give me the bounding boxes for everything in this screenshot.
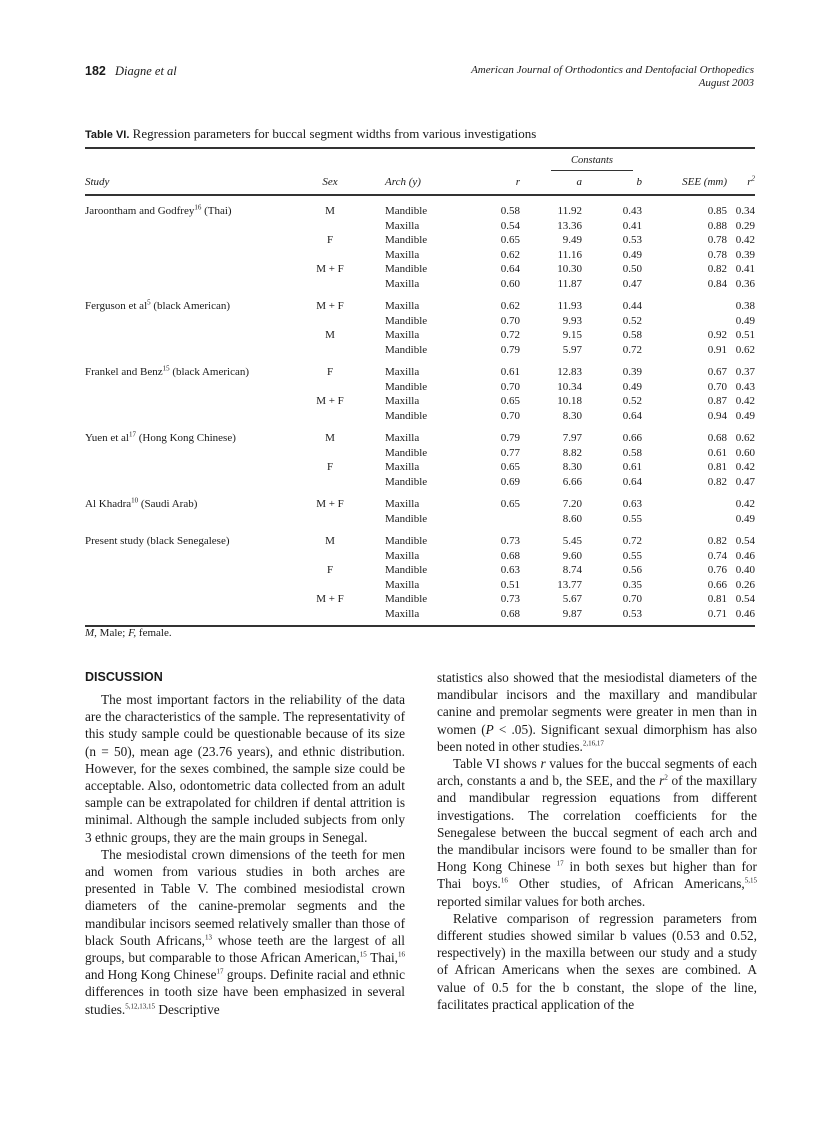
a-cell: 8.30 [562, 409, 582, 422]
table-row [85, 343, 755, 358]
r-squared-cell: 0.42 [735, 234, 755, 246]
arch-cell: Mandible [385, 263, 428, 275]
running-authors: Diagne et al [114, 64, 177, 78]
b-cell: 0.35 [622, 578, 642, 591]
sex-cell [295, 314, 365, 329]
table-row [85, 578, 755, 593]
study-name-cell [85, 563, 295, 578]
b-cell: 0.72 [622, 535, 642, 547]
r-cell: 0.62 [500, 300, 520, 312]
col-header-r-squared: $r^2$ [747, 174, 755, 189]
arch-cell: Maxilla [385, 607, 420, 620]
sex-cell [295, 512, 365, 527]
table-body [85, 196, 755, 621]
sex-cell: M + F [316, 498, 344, 510]
sex-cell: F [326, 461, 334, 473]
study-name-cell [85, 314, 295, 329]
arch-cell: Maxilla [385, 498, 420, 510]
b-cell: 0.58 [622, 446, 642, 459]
study-name-cell [85, 446, 295, 461]
table-row [85, 534, 755, 549]
b-cell: 0.72 [622, 343, 642, 356]
r-cell [480, 512, 520, 527]
sex-cell [295, 446, 365, 461]
see-cell: 0.87 [707, 395, 727, 407]
sex-cell [295, 343, 365, 358]
arch-cell: Maxilla [385, 219, 420, 232]
a-cell: 8.60 [562, 512, 582, 525]
study-name-cell: Jaroontham and Godfrey$^{16}$ (Thai) [85, 203, 232, 217]
b-cell: 0.47 [622, 277, 642, 290]
r-cell: 0.51 [500, 578, 520, 591]
table-row [85, 219, 755, 234]
table-row [85, 380, 755, 395]
r-squared-cell: 0.39 [735, 248, 755, 261]
row-spacer [85, 423, 755, 431]
r-cell: 0.79 [500, 432, 520, 444]
a-cell: 13.77 [557, 578, 582, 591]
arch-cell: Mandible [385, 446, 428, 459]
study-name-cell [85, 549, 295, 564]
r-squared-cell: 0.36 [735, 277, 755, 290]
sex-cell [295, 409, 365, 424]
see-cell: 0.78 [707, 234, 727, 246]
a-cell: 12.83 [557, 366, 582, 378]
see-cell: 0.82 [707, 475, 727, 488]
study-name-cell [85, 380, 295, 395]
see-cell: 0.68 [707, 432, 727, 444]
a-cell: 9.60 [562, 549, 582, 562]
r-cell: 0.65 [500, 395, 520, 407]
study-name-cell [85, 607, 295, 622]
arch-cell: Mandible [385, 512, 428, 525]
a-cell: 8.74 [562, 564, 582, 576]
r-squared-cell: 0.47 [735, 475, 755, 488]
a-cell: 5.67 [562, 593, 582, 605]
sex-cell: F [326, 564, 334, 576]
sex-cell [295, 578, 365, 593]
a-cell: 11.87 [557, 277, 582, 290]
see-cell: 0.84 [707, 277, 727, 290]
b-cell: 0.64 [622, 475, 642, 488]
r-cell: 0.58 [500, 205, 520, 217]
arch-cell: Mandible [385, 314, 428, 327]
see-cell: 0.81 [707, 461, 727, 473]
see-cell: 0.66 [707, 578, 727, 591]
citation-ref: 17 [556, 859, 564, 868]
sex-cell: F [326, 234, 334, 246]
table-row [85, 409, 755, 424]
arch-cell: Mandible [385, 593, 428, 605]
paragraph: Table VI shows r values for the buccal segments of each arch, constants a and b, the SEE, and the $r^2$ of the maxillary and mandibular regression equations from different investigations. The correlation coefficients for the Senegalese between the buccal segment of each arch and the mandibular incisors were found to be smaller than for Hong Kong Chinese $^{17}$ in both sexes but higher than for Thai boys.$^{16}$ Other studies, of African Americans,$^{5,15}$ reported similar values for both arches. [437, 756, 757, 909]
col-header-arch: Arch (y) [385, 176, 421, 189]
table-row [85, 328, 755, 343]
arch-cell: Mandible [385, 475, 428, 488]
see-cell: 0.92 [707, 329, 727, 341]
b-cell: 0.55 [622, 512, 642, 525]
citation-ref: 15 [359, 950, 367, 959]
a-cell: 9.87 [562, 607, 582, 620]
sex-cell: M + F [316, 300, 344, 312]
arch-cell: Maxilla [385, 300, 420, 312]
arch-cell: Mandible [385, 343, 428, 356]
a-cell: 9.15 [562, 329, 582, 341]
citation-ref: 16 [500, 877, 508, 886]
a-cell: 11.93 [557, 300, 582, 312]
a-cell: 13.36 [557, 219, 582, 232]
table-row [85, 314, 755, 329]
citation-ref: 16 [398, 950, 405, 959]
b-cell: 0.63 [622, 498, 642, 510]
sex-cell: M + F [316, 263, 344, 275]
sex-cell [295, 549, 365, 564]
journal-name: American Journal of Orthodontics and Dentofacial Orthopedics [471, 64, 754, 76]
row-spacer [85, 526, 755, 534]
section-heading-discussion: DISCUSSION [85, 670, 163, 684]
citation-ref: 2,16,17 [582, 739, 604, 748]
paragraph: The most important factors in the reliability of the data are the characteristics of the sample. The representativity of this study sample could be questionable because of its size (n = 50), mean age (23.76 years), and ethnic distribution. However, for the sexes combined, the sample size could be acceptable. Also, odontometric data collected from an adult sample can be extrapolated for children if dental attrition is minimal. Although the sample included subjects from only 3 ethnic groups, they are the main groups in Senegal. [85, 692, 405, 845]
arch-cell: Maxilla [385, 277, 420, 290]
table-row [85, 607, 755, 622]
r-cell: 0.69 [500, 475, 520, 488]
col-header-see: SEE (mm) [682, 176, 727, 189]
table-caption-text: Regression parameters for buccal segment widths from various investigations [132, 126, 537, 141]
study-name-cell [85, 460, 295, 475]
citation-ref: 5 [147, 298, 151, 307]
r-cell: 0.61 [500, 366, 520, 378]
r-squared-cell: 0.51 [735, 329, 755, 341]
r-cell: 0.68 [500, 607, 520, 620]
study-name-cell [85, 578, 295, 593]
r-squared-cell: 0.43 [735, 380, 755, 393]
study-name-cell: Al Khadra$^{10}$ (Saudi Arab) [85, 496, 198, 510]
b-cell: 0.39 [622, 366, 642, 378]
a-cell: 10.34 [557, 380, 582, 393]
study-name-cell [85, 277, 295, 292]
sex-cell [295, 277, 365, 292]
arch-cell: Mandible [385, 234, 428, 246]
left-paragraphs [85, 691, 405, 1018]
r-squared-cell: 0.37 [735, 366, 755, 378]
b-cell: 0.50 [622, 263, 642, 275]
b-cell: 0.64 [622, 409, 642, 422]
regression-parameters-table [85, 149, 755, 621]
r-squared-cell: 0.54 [735, 593, 755, 605]
arch-cell: Mandible [385, 409, 428, 422]
table-row [85, 563, 755, 578]
table-row [85, 277, 755, 292]
a-cell: 7.20 [562, 498, 582, 510]
a-cell: 11.92 [557, 205, 582, 217]
r-cell: 0.65 [500, 234, 520, 246]
table-label: Table VI. [85, 129, 130, 141]
a-cell: 9.49 [562, 234, 582, 246]
right-paragraphs [437, 669, 757, 1013]
see-cell: 0.81 [707, 593, 727, 605]
a-cell: 10.30 [557, 263, 582, 275]
table-row [85, 262, 755, 277]
sex-cell [295, 248, 365, 263]
sex-cell: F [326, 366, 334, 378]
r-squared-cell: 0.34 [735, 205, 755, 217]
r-squared-cell: 0.38 [735, 300, 755, 312]
row-spacer [85, 196, 755, 204]
b-cell: 0.66 [622, 432, 642, 444]
sex-cell [295, 380, 365, 395]
sex-cell [295, 607, 365, 622]
r-squared-cell: 0.26 [735, 578, 755, 591]
r-squared-cell: 0.42 [735, 395, 755, 407]
arch-cell: Maxilla [385, 248, 420, 261]
r-cell: 0.79 [500, 343, 520, 356]
col-header-r: r [515, 176, 520, 189]
r-cell: 0.62 [500, 248, 520, 261]
see-cell: 0.94 [707, 409, 727, 422]
b-cell: 0.61 [622, 461, 642, 473]
citation-ref: 15 [162, 364, 170, 373]
paragraph: statistics also showed that the mesiodistal diameters of the mandibular incisors and the maxillary and mandibular canine and premolar segments were greater in men than in women (P < .05). Significant sexual dimorphism has also been noted in other studies.$^{2,16,17}$ [437, 670, 758, 754]
see-cell: 0.82 [707, 535, 727, 547]
see-cell [642, 497, 727, 512]
sex-cell: M [325, 535, 335, 547]
sex-cell [295, 475, 365, 490]
r-cell: 0.73 [500, 593, 520, 605]
study-name-cell: Ferguson et $al^5$ (black American) [85, 298, 231, 312]
r-cell: 0.65 [500, 461, 520, 473]
row-spacer [85, 489, 755, 497]
r-squared-cell: 0.29 [735, 219, 755, 232]
study-name-cell [85, 512, 295, 527]
r-cell: 0.73 [500, 535, 520, 547]
citation-ref: 16 [194, 203, 202, 212]
table-row [85, 512, 755, 527]
arch-cell: Mandible [385, 564, 428, 576]
r-squared-cell: 0.62 [735, 343, 755, 356]
table-row [85, 460, 755, 475]
arch-cell: Maxilla [385, 461, 420, 473]
table-row [85, 497, 755, 512]
table-row [85, 549, 755, 564]
text-column-right [437, 669, 757, 1013]
study-name-cell [85, 475, 295, 490]
arch-cell: Maxilla [385, 366, 420, 378]
arch-cell: Maxilla [385, 395, 420, 407]
sex-cell [295, 219, 365, 234]
sex-cell: M [325, 329, 335, 341]
study-name-cell: Frankel and Benz$^{15}$ (black American) [85, 364, 249, 378]
r-cell: 0.63 [500, 564, 520, 576]
r-cell: 0.65 [500, 498, 520, 510]
see-cell: 0.76 [707, 564, 727, 576]
study-name-cell [85, 343, 295, 358]
see-cell: 0.82 [707, 263, 727, 275]
paragraph: Relative comparison of regression parameters from different studies showed similar b values (0.53 and 0.52, respectively) in the maxilla between our study and a study of African Americans when the sexes are combined. A value of 0.5 for the b constant, the slope of the line, facilitates practical application of the [437, 910, 757, 1012]
study-name-cell [85, 219, 295, 234]
r-squared-cell: 0.49 [735, 409, 755, 422]
a-cell: 5.45 [562, 535, 582, 547]
a-cell: 10.18 [557, 395, 582, 407]
r-cell: 0.70 [500, 380, 520, 393]
b-cell: 0.44 [622, 300, 642, 312]
r-cell: 0.70 [500, 314, 520, 327]
sex-cell: M [325, 205, 335, 217]
b-cell: 0.70 [622, 593, 642, 605]
r-cell: 0.54 [500, 219, 520, 232]
see-cell [642, 314, 727, 329]
citation-ref: 5,15 [744, 877, 757, 886]
study-name-cell [85, 328, 295, 343]
row-spacer [85, 357, 755, 365]
see-cell: 0.88 [707, 219, 727, 232]
citation-ref: 10 [131, 496, 139, 505]
b-cell: 0.52 [622, 314, 642, 327]
col-header-study: Study [85, 176, 110, 189]
r-squared-cell: 0.42 [735, 498, 755, 510]
see-cell: 0.74 [707, 549, 727, 562]
col-header-a: a [576, 176, 582, 189]
row-spacer [85, 291, 755, 299]
paragraph: The mesiodistal crown dimensions of the teeth for men and women from various studies in both arches are presented in Table V. The combined mesiodistal crown diameters of the canine-premolar segments and the mandibular incisors seemed relatively smaller than those of black South Africans,$^{13}$ whose teeth are the largest of all groups, but comparable to those African American,$^{15}$ Thai,$^{16}$ and Hong Kong Chinese$^{17}$ groups. Definite racial and ethnic differences in tooth size have been emphasized in several studies.$^{5,12,13,15}$ Descriptive [85, 846, 405, 1017]
r-squared-cell: 0.41 [735, 263, 755, 275]
citation-ref: 5,12,13,15 [125, 1002, 156, 1011]
b-cell: 0.58 [622, 329, 642, 341]
study-name-cell [85, 409, 295, 424]
b-cell: 0.55 [622, 549, 642, 562]
see-cell: 0.91 [707, 343, 727, 356]
running-header-right [471, 64, 754, 90]
r-cell: 0.72 [500, 329, 520, 341]
table-row [85, 592, 755, 607]
see-cell: 0.78 [707, 248, 727, 261]
a-cell: 5.97 [562, 343, 582, 356]
r-squared-cell: 0.62 [735, 432, 755, 444]
table-row [85, 233, 755, 248]
col-header-sex: Sex [322, 176, 338, 189]
table-row [85, 431, 755, 446]
r-cell: 0.70 [500, 409, 520, 422]
citation-ref: 13 [204, 933, 212, 942]
see-cell: 0.61 [707, 446, 727, 459]
study-name-cell [85, 262, 295, 277]
table-row [85, 365, 755, 380]
study-name-cell: Yuen et $al^{17}$ (Hong Kong Chinese) [85, 430, 236, 444]
study-name-cell [85, 248, 295, 263]
study-name-cell [85, 592, 295, 607]
table-row [85, 204, 755, 219]
arch-cell: Maxilla [385, 432, 420, 444]
a-cell: 9.93 [562, 314, 582, 327]
table-caption [85, 126, 536, 142]
r-squared-cell: 0.40 [735, 564, 755, 576]
citation-ref: 17 [216, 967, 224, 976]
table-row [85, 394, 755, 409]
r-squared-cell: 0.60 [735, 446, 755, 459]
arch-cell: Maxilla [385, 549, 420, 562]
b-cell: 0.53 [622, 607, 642, 620]
see-cell [642, 299, 727, 314]
see-cell: 0.67 [707, 366, 727, 378]
text-column-left [85, 669, 405, 1018]
citation-ref: 17 [128, 430, 136, 439]
table-footnote: M, Male; F, female. [85, 627, 172, 639]
b-cell: 0.49 [622, 248, 642, 261]
arch-cell: Maxilla [385, 578, 420, 591]
r-squared-cell: 0.46 [735, 549, 755, 562]
a-cell: 8.82 [562, 446, 582, 459]
b-cell: 0.56 [622, 564, 642, 576]
table-row [85, 248, 755, 263]
table-row [85, 299, 755, 314]
issue-date: August 2003 [698, 77, 754, 89]
see-cell: 0.70 [707, 380, 727, 393]
study-name-cell [85, 233, 295, 248]
r-cell: 0.64 [500, 263, 520, 275]
study-name-cell [85, 394, 295, 409]
running-header-left [85, 64, 177, 79]
col-header-b: b [636, 176, 642, 189]
b-cell: 0.49 [622, 380, 642, 393]
b-cell: 0.53 [622, 234, 642, 246]
a-cell: 8.30 [562, 461, 582, 473]
b-cell: 0.43 [622, 205, 642, 217]
see-cell: 0.71 [707, 607, 727, 620]
study-name-cell: Present study (black Senegalese) [85, 535, 230, 547]
r-cell: 0.77 [500, 446, 520, 459]
constants-group-header: Constants [551, 154, 633, 172]
arch-cell: Maxilla [385, 329, 420, 341]
sex-cell: M [325, 432, 335, 444]
a-cell: 7.97 [562, 432, 582, 444]
r-squared-cell: 0.49 [735, 314, 755, 327]
r-squared-cell: 0.54 [735, 535, 755, 547]
r-squared-cell: 0.49 [735, 512, 755, 525]
r-cell: 0.68 [500, 549, 520, 562]
regression-table [85, 147, 755, 627]
b-cell: 0.52 [622, 395, 642, 407]
sex-cell: M + F [316, 395, 344, 407]
arch-cell: Mandible [385, 380, 428, 393]
r-squared-cell: 0.42 [735, 461, 755, 473]
see-cell [642, 512, 727, 527]
b-cell: 0.41 [622, 219, 642, 232]
r-cell: 0.60 [500, 277, 520, 290]
a-cell: 11.16 [557, 248, 582, 261]
sex-cell: M + F [316, 593, 344, 605]
see-cell: 0.85 [707, 205, 727, 217]
page-number: 182 [85, 64, 106, 78]
table-row [85, 475, 755, 490]
arch-cell: Mandible [385, 535, 428, 547]
table-row [85, 446, 755, 461]
arch-cell: Mandible [385, 205, 428, 217]
r-squared-cell: 0.46 [735, 607, 755, 620]
table-bottom-rule [85, 625, 755, 627]
a-cell: 6.66 [562, 475, 582, 488]
